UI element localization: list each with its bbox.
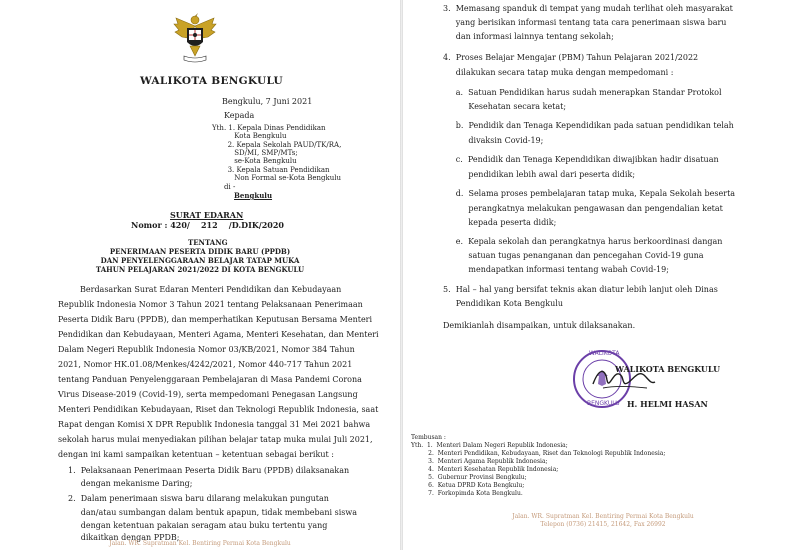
subject-line: TAHUN PELAJARAN 2021/2022 DI KOTA BENGKULU: [95, 265, 305, 274]
tentang-label: TENTANG: [188, 238, 228, 247]
list-item: yang berisikan informasi tentang tata cara penerimaan siswa baru: [443, 18, 727, 27]
recipient-line: 2. Kepala Sekolah PAUD/TK/RA,: [212, 141, 342, 149]
recipient-line: 3. Kepala Satuan Pendidikan: [212, 166, 330, 174]
body-line: Peserta Didik Baru (PPDB), dan memperhatikan Keputusan Bersama Menteri: [58, 315, 373, 324]
tembusan-item: 7. Forkopimda Kota Bengkulu.: [411, 490, 523, 497]
list-item: Pendidikan Kota Bengkulu: [443, 299, 563, 308]
body-line: Virus Disease-2019 (Covid-19), serta mempedomani Penegasan Langsung: [58, 390, 358, 399]
list-item: d. Selama proses pembelajaran tatap muka, Kepala Sekolah beserta: [443, 189, 736, 198]
letter-number: Nomor : 420/ 212 /D.DIK/2020: [131, 220, 284, 230]
tembusan-title: Tembusan :: [411, 434, 446, 441]
tembusan-item: 3. Menteri Agama Republik Indonesia;: [411, 458, 548, 465]
list-item: Kesehatan secara ketat;: [443, 102, 567, 111]
list-item: mendapatkan informasi tentang wabah Covid-19;: [443, 265, 669, 274]
list-item: dengan ketentuan pakaian seragam atau buku tertentu yang: [68, 521, 328, 530]
list-item: dan/atau sumbangan dalam bentuk apapun, tidak membebani siswa: [68, 508, 358, 517]
body-line: Berdasarkan Surat Edaran Menteri Pendidikan dan Kebudayaan: [80, 285, 342, 294]
stamp-text-bottom: BENGKULU: [587, 400, 620, 407]
list-item: dilakukan secara tatap muka dengan mempedomani :: [443, 68, 674, 77]
garuda-emblem-icon: [172, 12, 218, 67]
recipient-line: SD/MI, SMP/MTs;: [212, 149, 298, 157]
recipient-line: se-Kota Bengkulu: [212, 157, 297, 165]
recipient-line: Kota Bengkulu: [212, 132, 287, 140]
list-item: a. Satuan Pendidikan harus sudah menerapkan Standar Protokol: [443, 88, 722, 97]
subject-line: DAN PENYELENGGARAAN BELAJAR TATAP MUKA: [100, 256, 300, 265]
footer-line: Jalan. WR. Supratman Kel. Bentiring Permai Kota Bengkulu: [512, 513, 694, 520]
list-item: kepada peserta didik;: [443, 218, 557, 227]
list-item: divaksin Covid-19;: [443, 136, 544, 145]
list-item: perangkatnya melakukan pengawasan dan pengendalian ketat: [443, 204, 723, 213]
body-line: Pendidikan dan Kebudayaan, Menteri Agama, Menteri Kesehatan, dan Menteri: [58, 330, 379, 339]
tembusan-item: 5. Gubernur Provinsi Bengkulu;: [411, 474, 527, 481]
body-line: tentang Panduan Penyelenggaraan Pembelajaran di Masa Pandemi Corona: [58, 375, 362, 384]
body-line: 2021, Nomor HK.01.08/Menkes/4242/2021, Nomor 440-717 Tahun 2021: [58, 360, 353, 369]
list-item: satuan tugas penanganan dan pencegahan Covid-19 guna: [443, 251, 704, 260]
signer-title: WALIKOTA BENGKULU: [615, 364, 721, 374]
list-item: 5. Hal – hal yang bersifat teknis akan diatur lebih lanjut oleh Dinas: [443, 285, 718, 294]
body-line: sekolah harus mulai menyediakan pilihan belajar tatap muka mulai Juli 2021,: [58, 435, 373, 444]
footer-line: Jalan. WR. Supratman Kel. Bentiring Permai Kota Bengkulu: [109, 540, 291, 547]
list-item: c. Pendidik dan Tenaga Kependidikan diwajibkan hadir disatuan: [443, 155, 719, 164]
stamp-text-top: WALIKOTA: [589, 350, 620, 357]
recipient-line: Non Formal se-Kota Bengkulu: [212, 174, 341, 182]
list-item: 4. Proses Belajar Mengajar (PBM) Tahun Pelajaran 2021/2022: [443, 53, 699, 62]
place-date: Bengkulu, 7 Juni 2021: [222, 97, 313, 106]
list-item: e. Kepala sekolah dan perangkatnya harus berkoordinasi dangan: [443, 237, 723, 246]
header-title: WALIKOTA BENGKULU: [140, 75, 284, 87]
letter-page-2: [403, 0, 800, 550]
footer-line: Telepon (0736) 21415, 21642, Fax 26992: [540, 521, 666, 528]
recipient-line: Yth. 1. Kepala Dinas Pendidikan: [212, 124, 326, 132]
di-label: di -: [224, 183, 236, 191]
list-item: b. Pendidik dan Tenaga Kependidikan pada satuan pendidikan telah: [443, 121, 734, 130]
tembusan-item: 4. Menteri Kesehatan Republik Indonesia;: [411, 466, 559, 473]
list-item: 1. Pelaksanaan Penerimaan Peserta Didik Baru (PPDB) dilaksanakan: [68, 466, 350, 475]
tembusan-item: 6. Ketua DPRD Kota Bengkulu;: [411, 482, 525, 489]
signer-name: H. HELMI HASAN: [627, 399, 708, 409]
kepada-label: Kepada: [224, 111, 255, 120]
body-line: Rapat dengan Komisi X DPR Republik Indonesia tanggal 31 Mei 2021 bahwa: [58, 420, 371, 429]
subject-line: PENERIMAAN PESERTA DIDIK BARU (PPDB): [109, 247, 291, 256]
list-item: dan informasi lainnya tentang sekolah;: [443, 32, 614, 41]
footer-address: [443, 513, 763, 529]
body-line: dengan ini kami sampaikan ketentuan – ketentuan sebagai berikut :: [58, 450, 334, 459]
body-line: Menteri Pendidikan Kebudayaan, Riset dan Teknologi Republik Indonesia, saat: [58, 405, 379, 414]
list-item: pendidikan lebih awal dari peserta didik;: [443, 170, 636, 179]
footer-address: [40, 540, 360, 548]
list-item: dikaitkan dengan PPDB;: [68, 533, 180, 542]
closing-text: Demikianlah disampaikan, untuk dilaksanakan.: [443, 321, 636, 330]
list-item: 3. Memasang spanduk di tempat yang mudah terlihat oleh masyarakat: [443, 4, 733, 13]
body-line: Dalam Negeri Republik Indonesia Nomor 03/KB/2021, Nomor 384 Tahun: [58, 345, 355, 354]
body-line: Republik Indonesia Nomor 3 Tahun 2021 tentang Pelaksanaan Penerimaan: [58, 300, 363, 309]
letter-title: SURAT EDARAN: [170, 210, 244, 220]
tembusan-item: Yth. 1. Menteri Dalam Negeri Republik Indonesia;: [411, 442, 568, 449]
list-item: dengan mekanisme Daring;: [68, 479, 193, 488]
tembusan-item: 2. Menteri Pendidikan, Kebudayaan, Riset dan Teknologi Republik Indonesia;: [411, 450, 666, 457]
di-place: Bengkulu: [234, 191, 273, 200]
list-item: 2. Dalam penerimaan siswa baru dilarang melakukan pungutan: [68, 494, 329, 503]
